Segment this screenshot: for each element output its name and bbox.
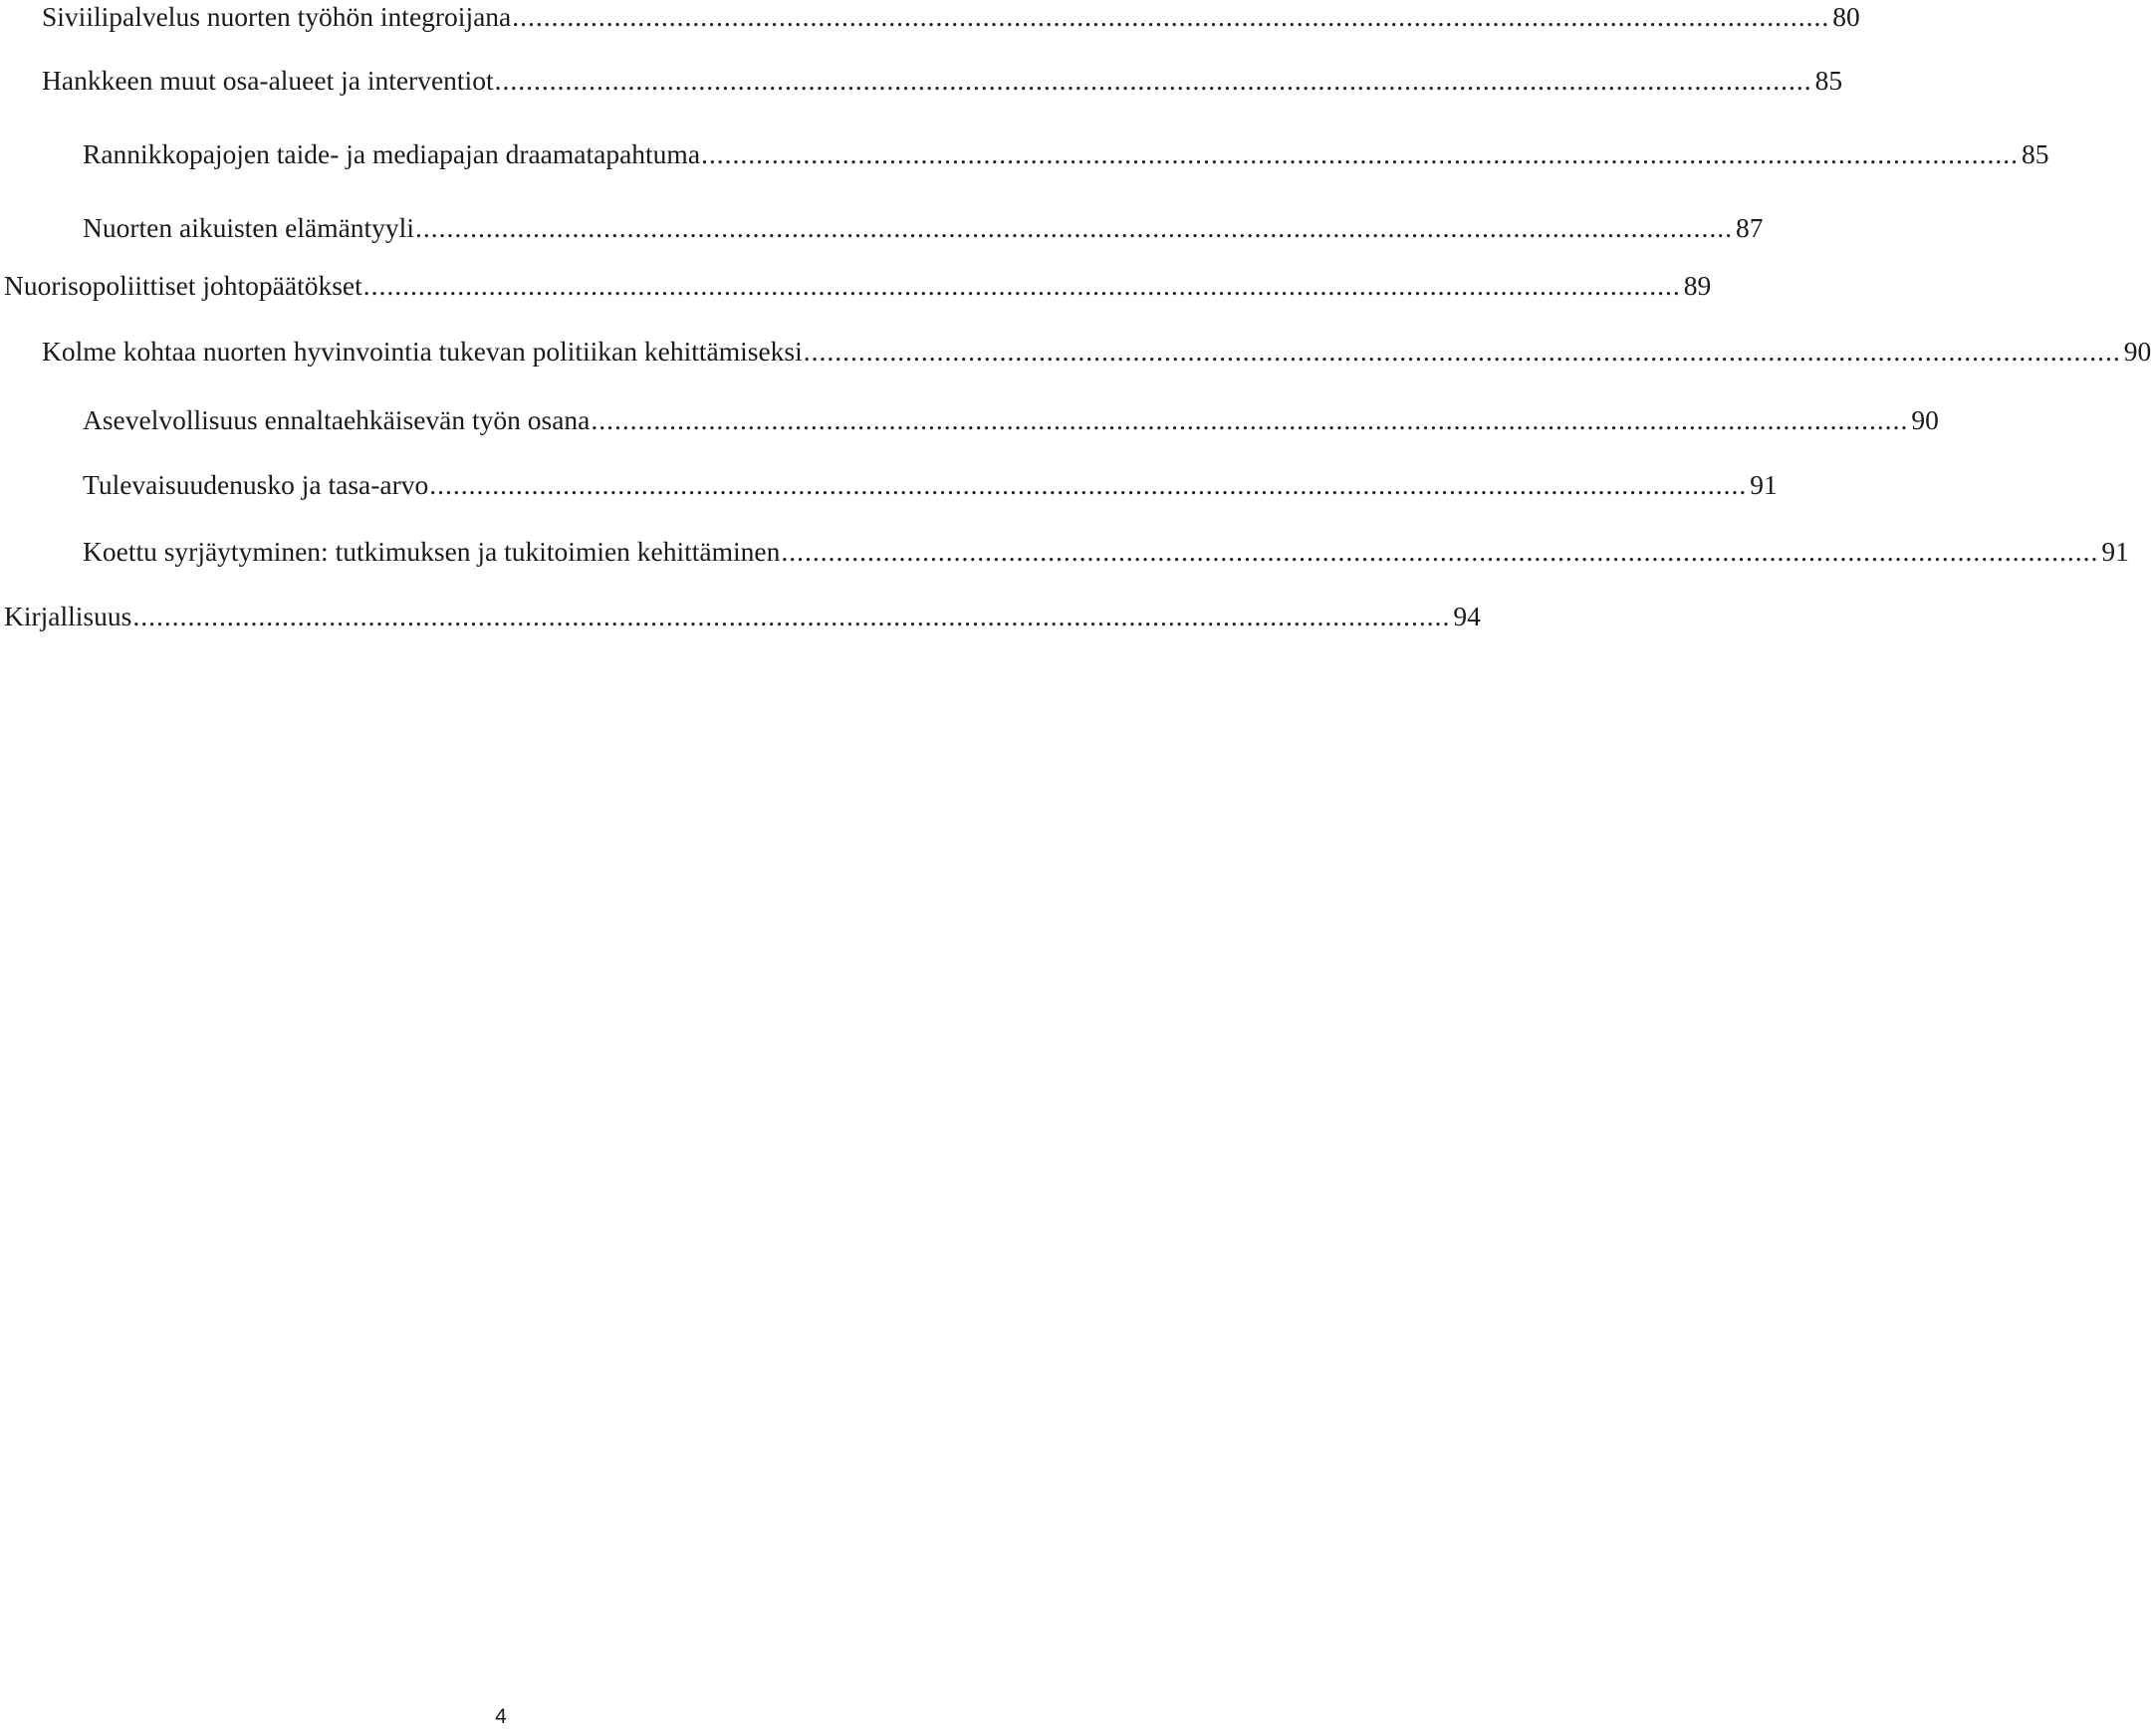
toc-entry-title: Asevelvollisuus ennaltaehkäisevän työn osana [83,404,591,435]
toc-entry[interactable] [42,0,1860,34]
toc-entry-title: Tulevaisuudenusko ja tasa-arvo [83,469,429,500]
toc-entry-title: Nuorten aikuisten elämäntyyli [83,212,414,243]
toc-dot-leader: ........................................................................................................................................................................ [414,212,1733,243]
toc-entry-page: 91 [1750,469,1778,500]
toc-entry-page: 89 [1683,270,1712,301]
toc-entry-page: 90 [2123,336,2151,367]
toc-dot-leader: ........................................................................................................................................................................ [781,536,2099,567]
toc-entry-page: 91 [2101,536,2129,567]
toc-entry[interactable] [42,335,2151,369]
toc-dot-leader: ........................................................................................................................................................................ [591,404,1909,435]
toc-entry[interactable] [4,269,1712,303]
toc-entry[interactable] [4,600,1481,633]
toc-entry-title: Hankkeen muut osa-alueet ja interventiot [42,65,494,96]
toc-entry-title: Koettu syrjäytyminen: tutkimuksen ja tukitoimien kehittäminen [83,536,781,567]
toc-entry-page: 85 [2022,138,2049,169]
toc-entry-page: 80 [1832,1,1860,32]
toc-entry-page: 94 [1453,601,1481,631]
toc-dot-leader: ........................................................................................................................................................................ [362,270,1681,301]
toc-entry-title: Kolme kohtaa nuorten hyvinvointia tukevan politiikan kehittämiseksi [42,336,803,367]
toc-entry-page: 87 [1735,212,1764,243]
toc-entry[interactable] [83,468,1778,502]
toc-dot-leader: ........................................................................................................................................................................ [701,138,2020,169]
toc-entry-page: 85 [1814,65,1843,96]
toc-entry-title: Kirjallisuus [4,601,132,631]
page-number: 4 [495,1705,507,1728]
toc-entry[interactable] [83,211,1764,245]
toc-dot-leader: ........................................................................................................................................................................ [803,336,2121,367]
toc-entry[interactable] [83,137,2049,171]
toc-dot-leader: ........................................................................................................................................................................ [494,65,1812,96]
toc-dot-leader: ........................................................................................................................................................................ [512,1,1830,32]
toc-entry[interactable] [83,535,2129,569]
toc-entry-title: Rannikkopajojen taide- ja mediapajan draamatapahtuma [83,138,701,169]
toc-entry-page: 90 [1911,404,1939,435]
toc-entry-title: Nuorisopoliittiset johtopäätökset [4,270,362,301]
toc-entry[interactable] [83,403,1939,437]
toc-entry-title: Siviilipalvelus nuorten työhön integroijana [42,1,512,32]
toc-entry[interactable] [42,64,1843,98]
toc-dot-leader: ........................................................................................................................................................................ [132,601,1451,631]
toc-dot-leader: ........................................................................................................................................................................ [429,469,1748,500]
